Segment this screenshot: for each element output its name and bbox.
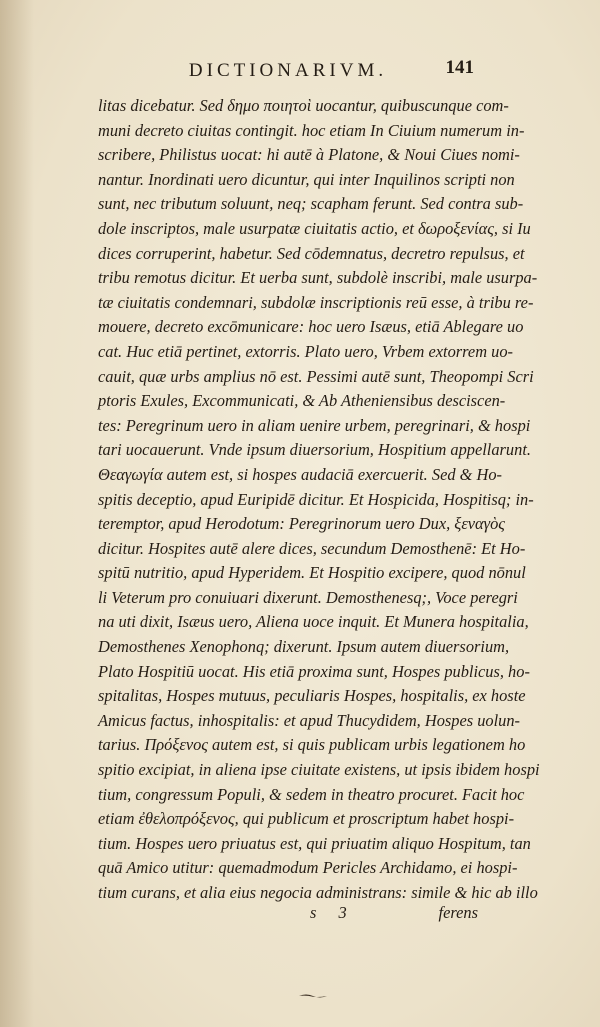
text-line: tium, congressum Populi, & sedem in theatro procuret. Facit hoc — [98, 784, 525, 804]
text-line: litas dicebatur. Sed δημο ποιητοὶ uocantur, quibuscunque com- — [98, 96, 509, 115]
text-line: Θεαγωγία autem est, si hospes audaciā exercuerit. Sed & Ho- — [98, 464, 502, 484]
text-line: spitio excipiat, in aliena ipse ciuitate existens, ut ipsis ibidem hospi — [98, 760, 540, 780]
text-line: Demosthenes Xenophonq; dixerunt. Ipsum autem diuersorium, — [98, 637, 510, 657]
text-line: ptoris Exules, Excommunicati, & Ab Atheniensibus desciscen- — [98, 391, 506, 411]
text-line: quā Amico utitur: quemadmodum Pericles Archidamo, ei hospi- — [98, 858, 518, 878]
running-head: DICTIONARIVM. — [188, 60, 388, 81]
text-line: scribere, Philistus uocat: hi autē à Platone, & Noui Ciues nomi- — [98, 145, 520, 165]
printer-ornament-mark — [298, 992, 328, 1000]
text-line: tarius. Πρόξενος autem est, si quis publicam urbis legationem ho — [98, 735, 526, 755]
page-gutter-shadow — [0, 0, 34, 1027]
text-line: tes: Peregrinum uero in aliam uenire urbem, peregrinari, & hospi — [98, 415, 531, 435]
text-line: Amicus factus, inhospitalis: et apud Thucydidem, Hospes uolun- — [98, 710, 521, 730]
text-line: teremptor, apud Herodotum: Peregrinorum uero Dux, ξεναγὸς — [98, 514, 505, 534]
text-line: nantur. Inordinati uero dicuntur, qui inter Inquilinos scripti non — [98, 169, 515, 189]
text-line: na uti dixit, Isæus uero, Aliena uoce inquit. Et Munera hospitalia, — [98, 612, 529, 632]
text-line: muni decreto ciuitas contingit. hoc etiam In Ciuium numerum in- — [98, 120, 525, 140]
page-number: 141 — [445, 57, 474, 78]
body-text — [98, 94, 540, 906]
text-line: dicitur. Hospites autē alere dices, secundum Demosthenē: Et Ho- — [98, 538, 526, 558]
text-line: spitū nutritio, apud Hyperidem. Et Hospitio excipere, quod nōnul — [98, 563, 526, 583]
text-line: tæ ciuitatis condemnari, subdolæ inscriptionis reū esse, à tribu re- — [98, 292, 534, 312]
text-line: sunt, nec tributum soluunt, neq; scapham ferunt. Sed contra sub- — [98, 194, 524, 214]
text-line: spitalitas, Hospes mutuus, peculiaris Hospes, hospitalis, ex hoste — [98, 686, 526, 706]
text-line: tari uocauerunt. Vnde ipsum diuersorium, Hospitium appellarunt. — [98, 440, 531, 460]
text-line: tribu remotus dicitur. Et uerba sunt, subdolè inscribi, male usurpa- — [98, 268, 538, 288]
text-line: li Veterum pro conuiuari dixerunt. Demosthenesq;, Voce peregri — [98, 587, 518, 607]
signature-mark: s 3 — [310, 903, 356, 922]
text-line: spitis deceptio, apud Euripidē dicitur. Et Hospicida, Hospitisq; in- — [98, 489, 534, 509]
text-line: tium. Hospes uero priuatus est, qui priuatim aliquo Hospitum, tan — [98, 833, 531, 853]
text-line: cauit, quæ urbs amplius nō est. Pessimi autē sunt, Theopompi Scri — [98, 366, 534, 386]
page-footer — [98, 903, 478, 927]
text-line: cat. Huc etiā pertinet, extorris. Plato uero, Vrbem extorrem uo- — [98, 341, 513, 361]
text-line: etiam ἐθελοπρόξενος, qui publicum et proscriptum habet hospi- — [98, 809, 515, 829]
text-line: dices corruperint, habetur. Sed cōdemnatus, decretro repulsus, et — [98, 243, 525, 263]
text-line: dole inscriptos, male usurpatæ ciuitatis actio, et δωροξενίας, si Iu — [98, 218, 531, 238]
catchword: ferens — [438, 903, 478, 922]
text-line: tium curans, et alia eius negocia administrans: simile & hic ab illo — [98, 883, 538, 902]
text-line: Plato Hospitiū uocat. His etiā proxima sunt, Hospes publicus, ho- — [98, 661, 530, 681]
text-line: mouere, decreto excōmunicare: hoc uero Isæus, etiā Ablegare uo — [98, 317, 524, 337]
